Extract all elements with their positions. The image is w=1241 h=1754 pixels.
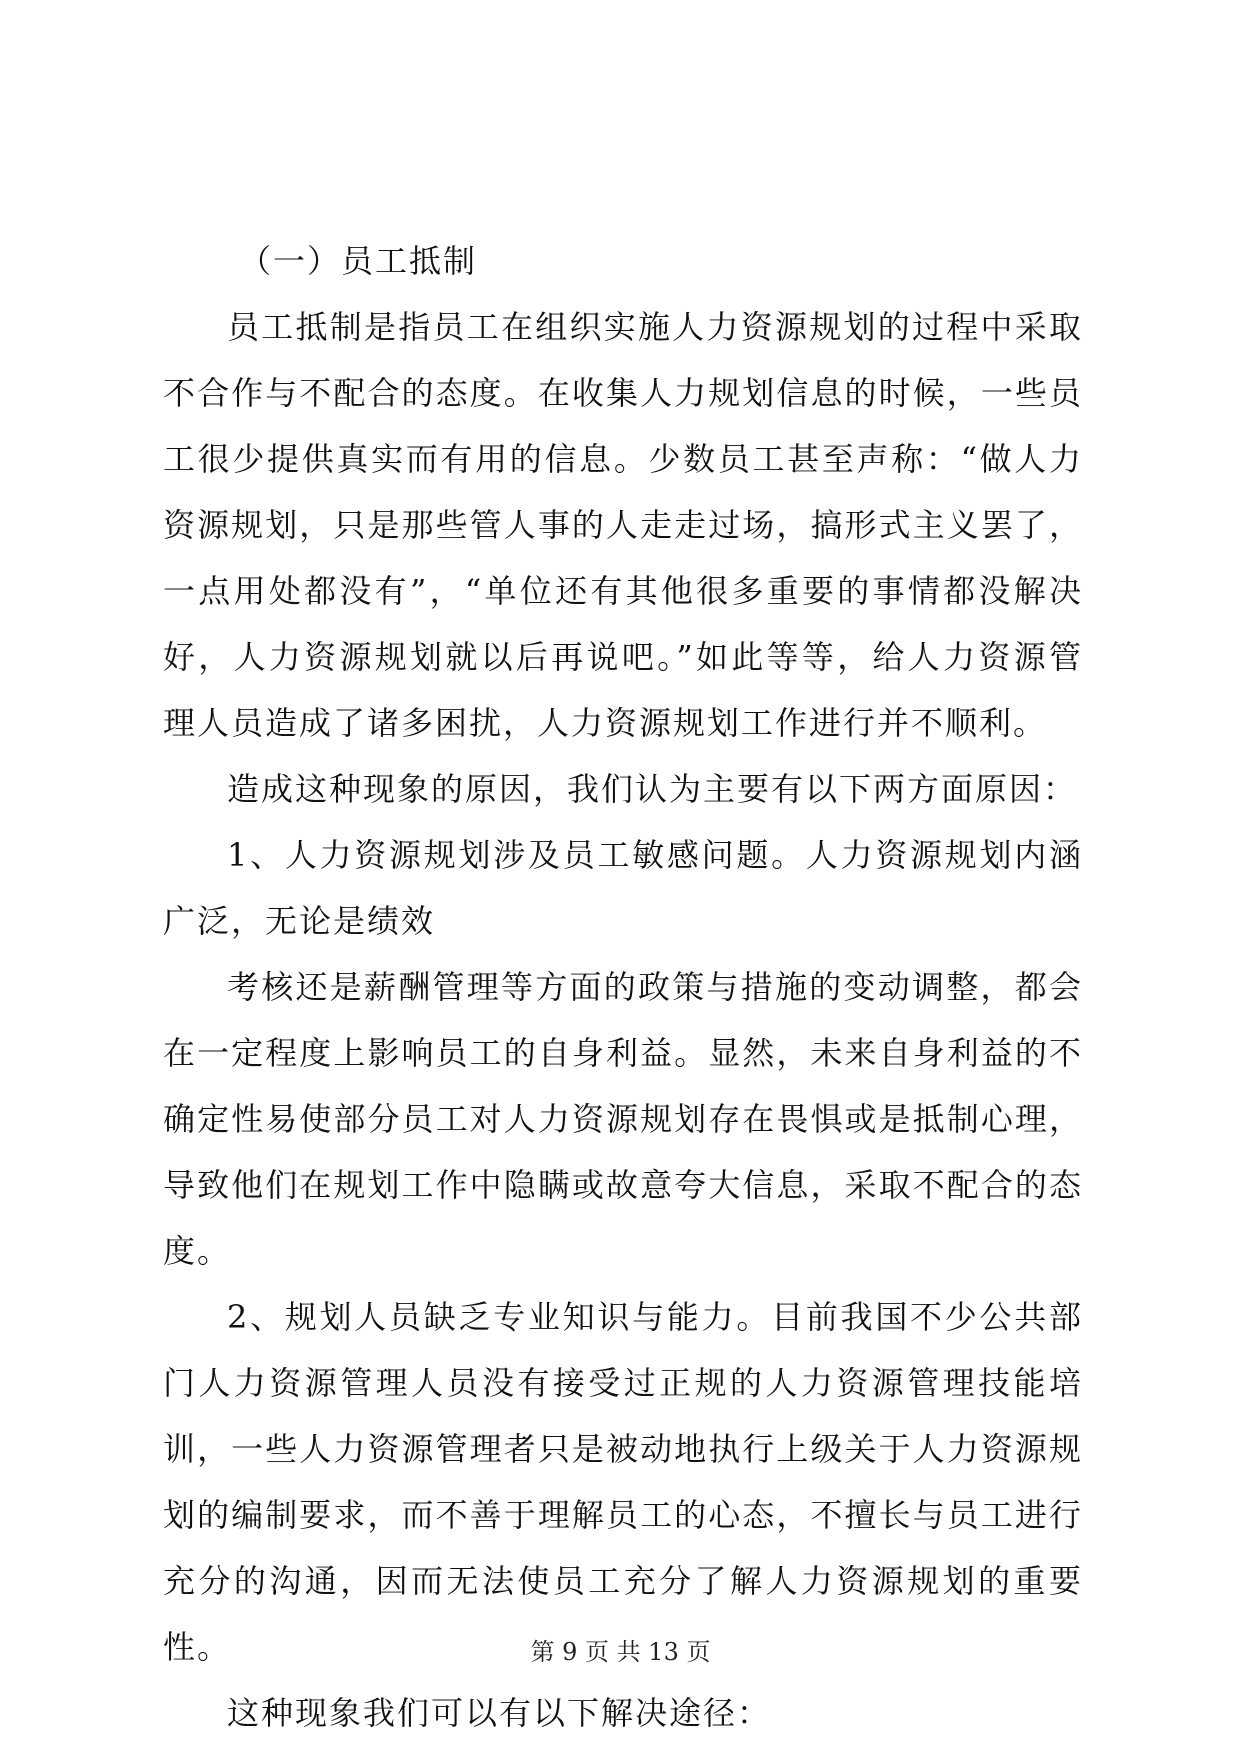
document-body	[163, 228, 1083, 1746]
paragraph: 考核还是薪酬管理等方面的政策与措施的变动调整，都会在一定程度上影响员工的自身利益。显然，未来自身利益的不确定性易使部分员工对人力资源规划存在畏惧或是抵制心理，导致他们在规划工作中隐瞒或故意夸大信息，采取不配合的态度。	[163, 968, 1083, 1270]
paragraph: 造成这种现象的原因，我们认为主要有以下两方面原因：	[227, 770, 1078, 808]
section-heading: （一）员工抵制	[239, 242, 478, 280]
paragraph: 这种现象我们可以有以下解决途径：	[227, 1694, 772, 1732]
paragraph: 员工抵制是指员工在组织实施人力资源规划的过程中采取不合作与不配合的态度。在收集人力规划信息的时候，一些员工很少提供真实而有用的信息。少数员工甚至声称：“做人力资源规划，只是那些管人事的人走走过场，搞形式主义罢了，一点用处都没有”，“单位还有其他很多重要的事情都没解决好，人力资源规划就以后再说吧。”如此等等，给人力资源管理人员造成了诸多困扰，人力资源规划工作进行并不顺利。	[163, 308, 1083, 742]
page-number-footer: 第 9 页 共 13 页	[530, 1638, 711, 1666]
paragraph: 2、规划人员缺乏专业知识与能力。目前我国不少公共部门人力资源管理人员没有接受过正规的人力资源管理技能培训，一些人力资源管理者只是被动地执行上级关于人力资源规划的编制要求，而不善于理解员工的心态，不擅长与员工进行充分的沟通，因而无法使员工充分了解人力资源规划的重要性。	[163, 1298, 1083, 1666]
paragraph: 1、人力资源规划涉及员工敏感问题。人力资源规划内涵广泛，无论是绩效	[163, 836, 1083, 940]
